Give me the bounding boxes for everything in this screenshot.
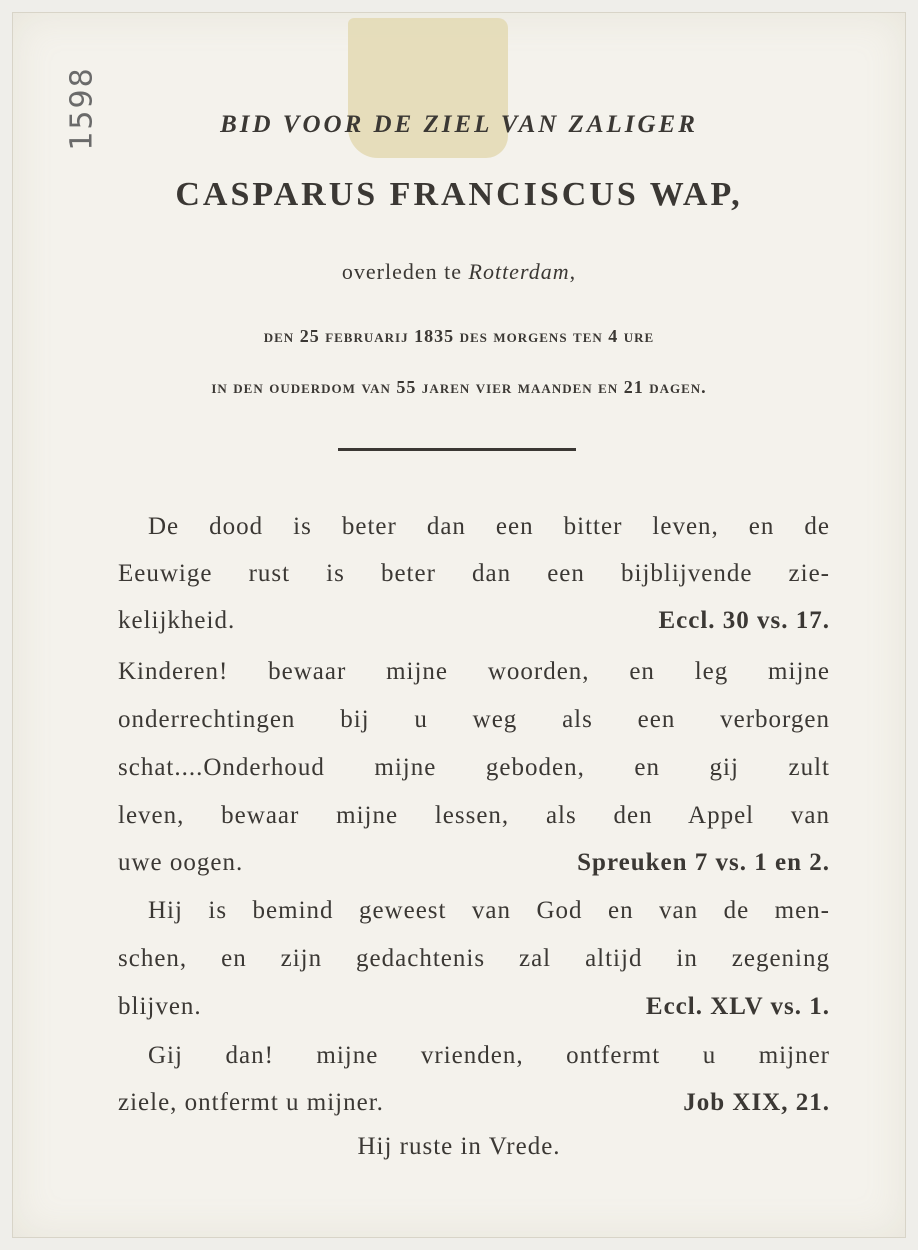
verse-line: Gij dan! mijne vrienden, ontfermt u mijner bbox=[148, 1042, 830, 1069]
died-prefix: overleden te bbox=[341, 259, 469, 284]
verse-line: schen, en zijn gedachtenis zal altijd in zegening bbox=[118, 945, 830, 972]
verse-line bbox=[118, 849, 830, 877]
verse-line: schat....Onderhoud mijne geboden, en gij zult bbox=[118, 754, 830, 781]
verse-line bbox=[118, 1089, 830, 1117]
verse-line: Hij is bemind geweest van God en van de men- bbox=[148, 897, 830, 924]
verse-line bbox=[118, 607, 830, 635]
died-suffix: , bbox=[569, 259, 577, 284]
verse-text: kelijkheid. bbox=[118, 607, 236, 634]
verse-text: uwe oogen. bbox=[118, 849, 244, 876]
death-place-line bbox=[13, 259, 905, 285]
verse-reference: Eccl. 30 vs. 17. bbox=[658, 607, 830, 634]
verse-text: ziele, ontfermt u mijner. bbox=[118, 1089, 384, 1116]
verse-line: onderrechtingen bij u weg als een verborgen bbox=[118, 706, 830, 733]
verse-line: Kinderen! bewaar mijne woorden, en leg mijne bbox=[118, 658, 830, 685]
date-line: den 25 februarij 1835 des morgens ten 4 ure bbox=[263, 326, 655, 346]
closing-line: Hij ruste in Vrede. bbox=[357, 1133, 561, 1160]
inventory-number: 1598 bbox=[64, 66, 100, 151]
verse-line: leven, bewaar mijne lessen, als den Appel van bbox=[118, 802, 830, 829]
heading: BID VOOR DE ZIEL VAN ZALIGER bbox=[220, 111, 698, 138]
verse-line: Eeuwige rust is beter dan een bijblijvende zie- bbox=[118, 560, 830, 587]
verse-reference: Spreuken 7 vs. 1 en 2. bbox=[577, 849, 830, 876]
verse-line bbox=[118, 993, 830, 1021]
verse-line: De dood is beter dan een bitter leven, en de bbox=[148, 513, 830, 540]
prayer-card bbox=[13, 13, 905, 1237]
place: Rotterdam bbox=[468, 259, 570, 284]
divider bbox=[338, 448, 576, 451]
age-line: in den ouderdom van 55 jaren vier maanden en 21 dagen. bbox=[211, 377, 707, 397]
deceased-name: CASPARUS FRANCISCUS WAP, bbox=[175, 176, 743, 213]
verse-reference: Job XIX, 21. bbox=[683, 1089, 830, 1116]
verse-reference: Eccl. XLV vs. 1. bbox=[645, 993, 830, 1020]
verse-text: blijven. bbox=[118, 993, 202, 1020]
